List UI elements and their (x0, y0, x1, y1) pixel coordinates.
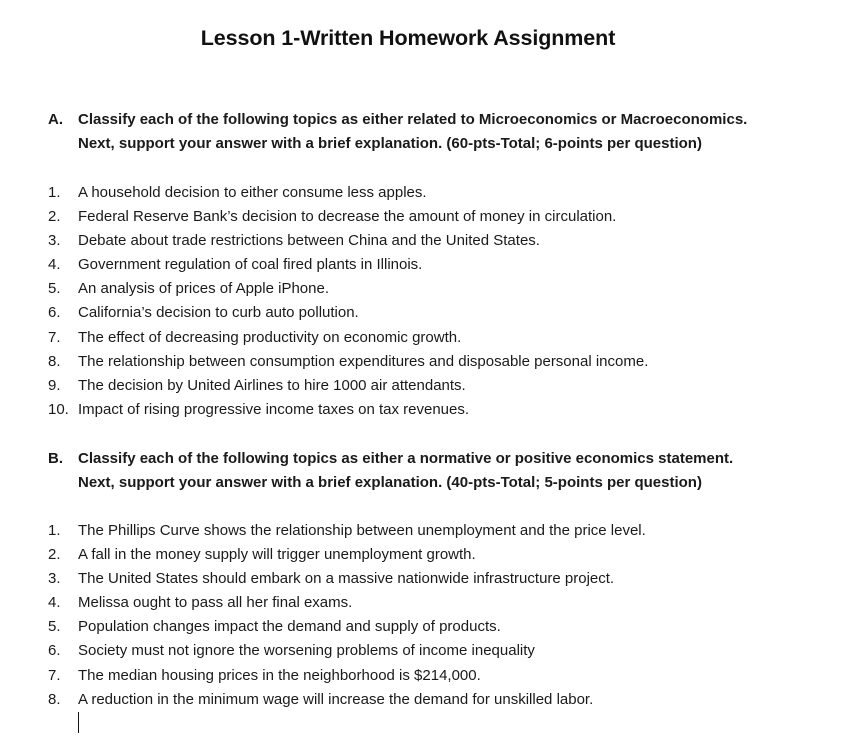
section-b-instruction-line2: Next, support your answer with a brief explanation. (40-pts-Total; 5-points per question) (78, 474, 702, 491)
item-number: 6. (48, 304, 61, 322)
list-item (48, 591, 848, 615)
item-number: 4. (48, 256, 61, 274)
item-text: The effect of decreasing productivity on economic growth. (78, 328, 462, 346)
item-number: 5. (48, 280, 61, 298)
item-text: The decision by United Airlines to hire 1000 air attendants. (78, 376, 466, 394)
list-item (48, 277, 848, 301)
item-number: 1. (48, 184, 61, 201)
item-text: A household decision to either consume less apples. (78, 184, 427, 201)
section-b-heading (48, 447, 848, 495)
item-text: A fall in the money supply will trigger unemployment growth. (78, 546, 476, 564)
list-item (48, 253, 848, 277)
list-item (48, 398, 848, 422)
item-text: Impact of rising progressive income taxes on tax revenues. (78, 400, 470, 418)
item-number: 9. (48, 376, 61, 394)
document-title: Lesson 1-Written Homework Assignment (200, 26, 616, 50)
text-cursor (78, 712, 79, 733)
item-number: 3. (48, 570, 61, 588)
list-item (48, 664, 848, 688)
item-number: 8. (48, 352, 61, 370)
item-number: 1. (48, 522, 61, 539)
item-number: 2. (48, 208, 61, 226)
item-text: Debate about trade restrictions between China and the United States. (78, 232, 540, 250)
item-number: 2. (48, 546, 61, 564)
item-number: 5. (48, 618, 61, 636)
item-number: 6. (48, 642, 61, 660)
section-b-letter: B. (48, 450, 63, 467)
item-text: An analysis of prices of Apple iPhone. (78, 280, 329, 298)
item-text: Melissa ought to pass all her final exams. (78, 594, 353, 612)
item-text: The Phillips Curve shows the relationship between unemployment and the price level. (78, 522, 646, 539)
item-number: 3. (48, 232, 61, 250)
item-text: The relationship between consumption expenditures and disposable personal income. (78, 352, 649, 370)
list-item (48, 639, 848, 663)
item-text: Federal Reserve Bank’s decision to decrease the amount of money in circulation. (78, 208, 617, 226)
section-a-letter: A. (48, 111, 63, 128)
item-number: 4. (48, 594, 61, 612)
list-item (48, 567, 848, 591)
item-text: Society must not ignore the worsening problems of income inequality (78, 642, 535, 660)
section-a-instruction-line1: Classify each of the following topics as either related to Microeconomics or Macroeconomics. (78, 111, 748, 128)
list-item (48, 519, 848, 543)
item-text: California’s decision to curb auto pollution. (78, 304, 359, 322)
list-item (48, 543, 848, 567)
item-number: 10. (48, 400, 69, 418)
item-text: Population changes impact the demand and supply of products. (78, 618, 501, 636)
section-b-instruction-line1: Classify each of the following topics as either a normative or positive economics statement. (78, 450, 734, 467)
section-a-list (48, 181, 848, 422)
item-number: 7. (48, 328, 61, 346)
list-item (48, 350, 848, 374)
item-text: A reduction in the minimum wage will increase the demand for unskilled labor. (78, 690, 594, 708)
list-item (48, 326, 848, 350)
section-a-instruction-line2: Next, support your answer with a brief explanation. (60-pts-Total; 6-points per question) (78, 135, 702, 152)
list-item (48, 301, 848, 325)
item-number: 8. (48, 690, 61, 708)
item-number: 7. (48, 666, 61, 684)
list-item (48, 205, 848, 229)
list-item (48, 688, 848, 712)
list-item (48, 374, 848, 398)
section-b-list (48, 519, 848, 712)
list-item (48, 615, 848, 639)
section-a-heading (48, 108, 848, 156)
item-text: Government regulation of coal fired plants in Illinois. (78, 256, 423, 274)
item-text: The median housing prices in the neighborhood is $214,000. (78, 666, 481, 684)
list-item (48, 229, 848, 253)
list-item (48, 181, 848, 205)
item-text: The United States should embark on a massive nationwide infrastructure project. (78, 570, 615, 588)
